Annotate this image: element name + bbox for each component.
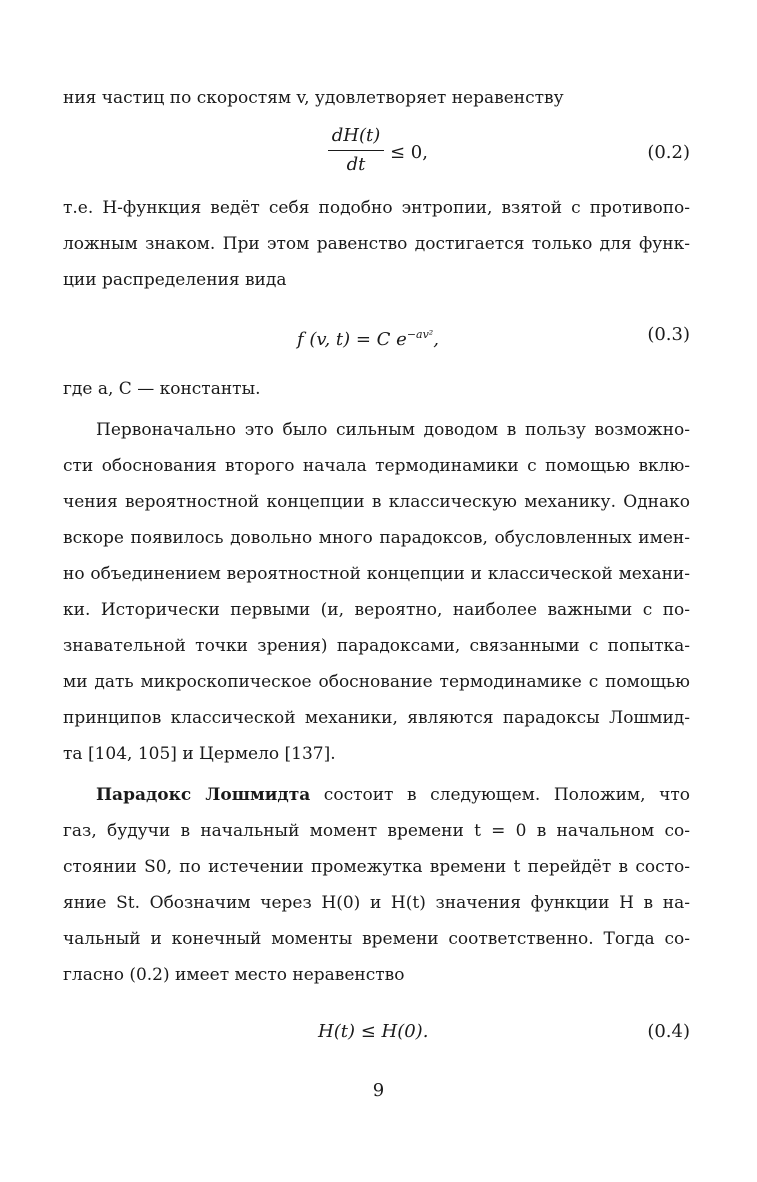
fraction-dh-dt bbox=[328, 124, 384, 177]
fraction-bar bbox=[328, 150, 384, 151]
text-line: ложным знаком. При этом равенство достигается только для функ- bbox=[63, 234, 690, 254]
text-line: газ, будучи в начальный момент времени t = 0 в начальном со- bbox=[63, 821, 690, 841]
text-line: принципов классической механики, являются парадоксы Лошмид- bbox=[63, 708, 690, 728]
text-line: яние St. Обозначим через H(0) и H(t) значения функции H в на- bbox=[63, 893, 690, 913]
text-line: но объединением вероятностной концепции и классической механи- bbox=[63, 564, 690, 584]
bold-term: Парадокс Лошмидта bbox=[96, 785, 311, 805]
text-line: чальный и конечный моменты времени соответственно. Тогда со- bbox=[63, 929, 690, 949]
text-line: сти обоснования второго начала термодинамики с помощью вклю- bbox=[63, 456, 690, 476]
text-line: где a, C — константы. bbox=[63, 379, 261, 399]
page-number: 9 bbox=[372, 1080, 385, 1101]
fraction-denominator: dt bbox=[346, 154, 366, 175]
text-line-content: ния частиц по скоростям v, удовлетворяет неравенству bbox=[63, 88, 564, 108]
text-line: ции распределения вида bbox=[63, 270, 287, 290]
equation-03-exponent: −av² bbox=[406, 328, 434, 341]
text-line bbox=[63, 84, 690, 112]
paragraph-first-line: Первоначально это было сильным доводом в пользу возможно- bbox=[96, 420, 690, 440]
text-line: стоянии S0, по истечении промежутка времени t перейдёт в состо- bbox=[63, 857, 690, 877]
fraction-numerator: dH(t) bbox=[331, 125, 381, 146]
equation-number-04: (0.4) bbox=[647, 1021, 690, 1042]
text-line: гласно (0.2) имеет место неравенство bbox=[63, 965, 405, 985]
equation-03-tail: , bbox=[433, 329, 439, 350]
text-line: ми дать микроскопическое обоснование термодинамике с помощью bbox=[63, 672, 690, 692]
paragraph-loschmidt-first-line: Парадокс Лошмидта состоит в следующем. Положим, что bbox=[96, 785, 690, 805]
text-line: чения вероятностной концепции в классическую механику. Однако bbox=[63, 492, 690, 512]
text-line: вскоре появилось довольно много парадоксов, обусловленных имен- bbox=[63, 528, 690, 548]
equation-04: H(t) ≤ H(0). bbox=[318, 1021, 429, 1042]
equation-03-lhs: f (v, t) = C e bbox=[297, 329, 407, 350]
equation-number-03: (0.3) bbox=[647, 324, 690, 345]
text-line: т.е. H-функция ведёт себя подобно энтропии, взятой с противопо- bbox=[63, 198, 690, 218]
equation-02-rhs: ≤ 0, bbox=[390, 142, 428, 163]
text-line: знавательной точки зрения) парадоксами, связанными с попытка- bbox=[63, 636, 690, 656]
equation-number-02: (0.2) bbox=[647, 142, 690, 163]
equation-03 bbox=[297, 323, 439, 352]
text-line: та [104, 105] и Цермело [137]. bbox=[63, 744, 336, 764]
text-line: ки. Исторически первыми (и, вероятно, наиболее важными с по- bbox=[63, 600, 690, 620]
